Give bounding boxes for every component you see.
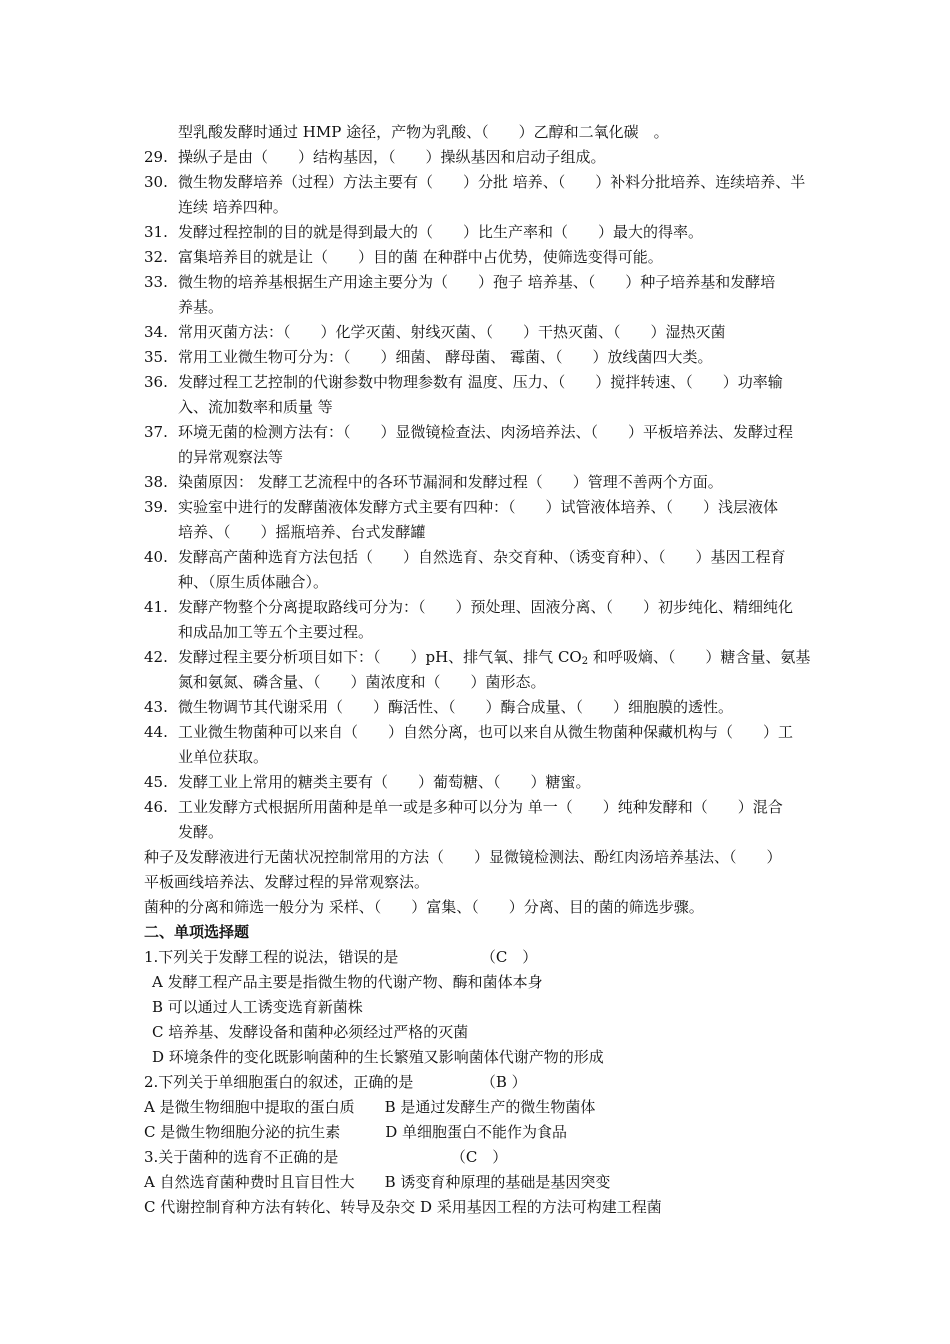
item-number: 32. (144, 248, 168, 266)
line-text: 染菌原因： 发酵工艺流程中的各环节漏洞和发酵过程（ ）管理不善两个方面。 (178, 473, 723, 491)
item-number: 29. (144, 148, 168, 166)
line-text: 发酵过程工艺控制的代谢参数中物理参数有 温度、压力、（ ）搅拌转速、（ ）功率输 (178, 373, 783, 391)
text-line (144, 545, 814, 570)
text-line (144, 720, 814, 745)
text-line (144, 170, 814, 195)
text-line (144, 820, 814, 845)
item-number: 45. (144, 773, 168, 791)
line-text: 实验室中进行的发酵菌液体发酵方式主要有四种：（ ）试管液体培养、（ ）浅层液体 (178, 498, 779, 516)
line-text: 养基。 (178, 298, 224, 316)
line-text: 发酵高产菌种选育方法包括（ ）自然选育、杂交育种、（诱变育种）、（ ）基因工程育 (178, 548, 786, 566)
line-text: 发酵。 (178, 823, 224, 841)
text-line (144, 845, 814, 870)
line-text: 型乳酸发酵时通过 HMP 途径，产物为乳酸、（ ）乙醇和二氧化碳 。 (178, 123, 669, 141)
text-line (144, 370, 814, 395)
line-text: 入、流加数率和质量 等 (178, 398, 333, 416)
line-text: 二、单项选择题 (144, 923, 250, 941)
line-text: 2.下列关于单细胞蛋白的叙述，正确的是 （B ） (144, 1073, 527, 1091)
line-text: A 发酵工程产品主要是指微生物的代谢产物、酶和菌体本身 (152, 973, 543, 991)
line-text: 氮和氨氮、磷含量、（ ）菌浓度和（ ）菌形态。 (178, 673, 546, 691)
text-line (144, 995, 814, 1020)
line-text: 微生物的培养基根据生产用途主要分为（ ）孢子 培养基、（ ）种子培养基和发酵培 (178, 273, 776, 291)
item-number: 41. (144, 598, 168, 616)
text-line (144, 745, 814, 770)
text-line (144, 620, 814, 645)
line-text: A 自然选育菌种费时且盲目性大 B 诱变育种原理的基础是基因突变 (144, 1173, 611, 1191)
item-number: 43. (144, 698, 168, 716)
line-text: 富集培养目的就是让（ ）目的菌 在种群中占优势，使筛选变得可能。 (178, 248, 663, 266)
line-text: D 环境条件的变化既影响菌种的生长繁殖又影响菌体代谢产物的形成 (152, 1048, 604, 1066)
line-text: 菌种的分离和筛选一般分为 采样、（ ）富集、（ ）分离、目的菌的筛选步骤。 (144, 898, 704, 916)
line-text: 微生物调节其代谢采用（ ）酶活性、（ ）酶合成量、（ ）细胞膜的透性。 (178, 698, 734, 716)
item-number: 42. (144, 648, 168, 666)
item-number: 44. (144, 723, 168, 741)
text-line (144, 295, 814, 320)
text-line (144, 670, 814, 695)
text-line (144, 495, 814, 520)
subscript: 2 (581, 656, 589, 667)
item-number: 37. (144, 423, 168, 441)
line-text: C 是微生物细胞分泌的抗生素 D 单细胞蛋白不能作为食品 (144, 1123, 568, 1141)
document-page (144, 120, 814, 1220)
text-line (144, 345, 814, 370)
text-line (144, 1120, 814, 1145)
text-line (144, 195, 814, 220)
text-line (144, 945, 814, 970)
text-line (144, 795, 814, 820)
text-line (144, 870, 814, 895)
line-text: B 可以通过人工诱变选育新菌株 (152, 998, 363, 1016)
section-heading (144, 920, 814, 945)
line-text: 工业微生物菌种可以来自（ ）自然分离，也可以来自从微生物菌种保藏机构与（ ）工 (178, 723, 794, 741)
line-text: 发酵工业上常用的糖类主要有（ ）葡萄糖、（ ）糖蜜。 (178, 773, 591, 791)
text-line (144, 1045, 814, 1070)
text-line (144, 1070, 814, 1095)
item-number: 36. (144, 373, 168, 391)
line-text: C 代谢控制育种方法有转化、转导及杂交 D 采用基因工程的方法可构建工程菌 (144, 1198, 662, 1216)
text-line (144, 645, 814, 670)
text-line (144, 1195, 814, 1220)
item-number: 46. (144, 798, 168, 816)
item-number: 39. (144, 498, 168, 516)
text-line (144, 695, 814, 720)
text-line (144, 1170, 814, 1195)
line-text: C 培养基、发酵设备和菌种必须经过严格的灭菌 (152, 1023, 469, 1041)
line-text: 的异常观察法等 (178, 448, 284, 466)
text-line (144, 520, 814, 545)
line-text: 种、（原生质体融合）。 (178, 573, 329, 591)
item-number: 40. (144, 548, 168, 566)
text-line (144, 895, 814, 920)
item-number: 30. (144, 173, 168, 191)
item-number: 38. (144, 473, 168, 491)
text-line (144, 1145, 814, 1170)
text-line (144, 1095, 814, 1120)
text-line (144, 970, 814, 995)
text-line (144, 595, 814, 620)
text-line (144, 420, 814, 445)
line-text-after: 和呼吸熵、（ ）糖含量、氨基 (588, 648, 811, 666)
text-line (144, 120, 814, 145)
item-number: 35. (144, 348, 168, 366)
line-text: 业单位获取。 (178, 748, 269, 766)
line-text: 工业发酵方式根据所用菌种是单一或是多种可以分为 单一（ ）纯种发酵和（ ）混合 (178, 798, 783, 816)
text-line (144, 470, 814, 495)
line-text: 平板画线培养法、发酵过程的异常观察法。 (144, 873, 430, 891)
line-text: 种子及发酵液进行无菌状况控制常用的方法（ ）显微镜检测法、酚红肉汤培养基法、（ ） (144, 848, 782, 866)
text-line (144, 145, 814, 170)
text-line (144, 570, 814, 595)
text-line (144, 220, 814, 245)
line-text: 发酵过程主要分析项目如下：（ ）pH、排气氧、排气 CO (178, 648, 582, 666)
line-text: 常用灭菌方法：（ ）化学灭菌、射线灭菌、（ ）干热灭菌、（ ）湿热灭菌 (178, 323, 726, 341)
line-text: 3.关于菌种的选育不正确的是 （C ） (144, 1148, 508, 1166)
line-text: 1.下列关于发酵工程的说法，错误的是 （C ） (144, 948, 538, 966)
text-line (144, 270, 814, 295)
line-text: 常用工业微生物可分为：（ ）细菌、 酵母菌、 霉菌、（ ）放线菌四大类。 (178, 348, 713, 366)
text-line (144, 445, 814, 470)
text-line (144, 320, 814, 345)
line-text: A 是微生物细胞中提取的蛋白质 B 是通过发酵生产的微生物菌体 (144, 1098, 596, 1116)
line-text: 连续 培养四种。 (178, 198, 288, 216)
line-text: 发酵过程控制的目的就是得到最大的（ ）比生产率和（ ）最大的得率。 (178, 223, 704, 241)
line-text: 环境无菌的检测方法有：（ ）显微镜检查法、肉汤培养法、（ ）平板培养法、发酵过程 (178, 423, 794, 441)
text-line (144, 245, 814, 270)
item-number: 34. (144, 323, 168, 341)
line-text: 微生物发酵培养（过程）方法主要有（ ）分批 培养、（ ）补料分批培养、连续培养、半 (178, 173, 806, 191)
item-number: 33. (144, 273, 168, 291)
line-text: 操纵子是由（ ）结构基因，（ ）操纵基因和启动子组成。 (178, 148, 606, 166)
text-line (144, 395, 814, 420)
line-text: 培养、（ ）摇瓶培养、台式发酵罐 (178, 523, 426, 541)
text-line (144, 770, 814, 795)
item-number: 31. (144, 223, 168, 241)
line-text: 和成品加工等五个主要过程。 (178, 623, 374, 641)
text-line (144, 1020, 814, 1045)
line-text: 发酵产物整个分离提取路线可分为：（ ）预处理、固液分离、（ ）初步纯化、精细纯化 (178, 598, 794, 616)
